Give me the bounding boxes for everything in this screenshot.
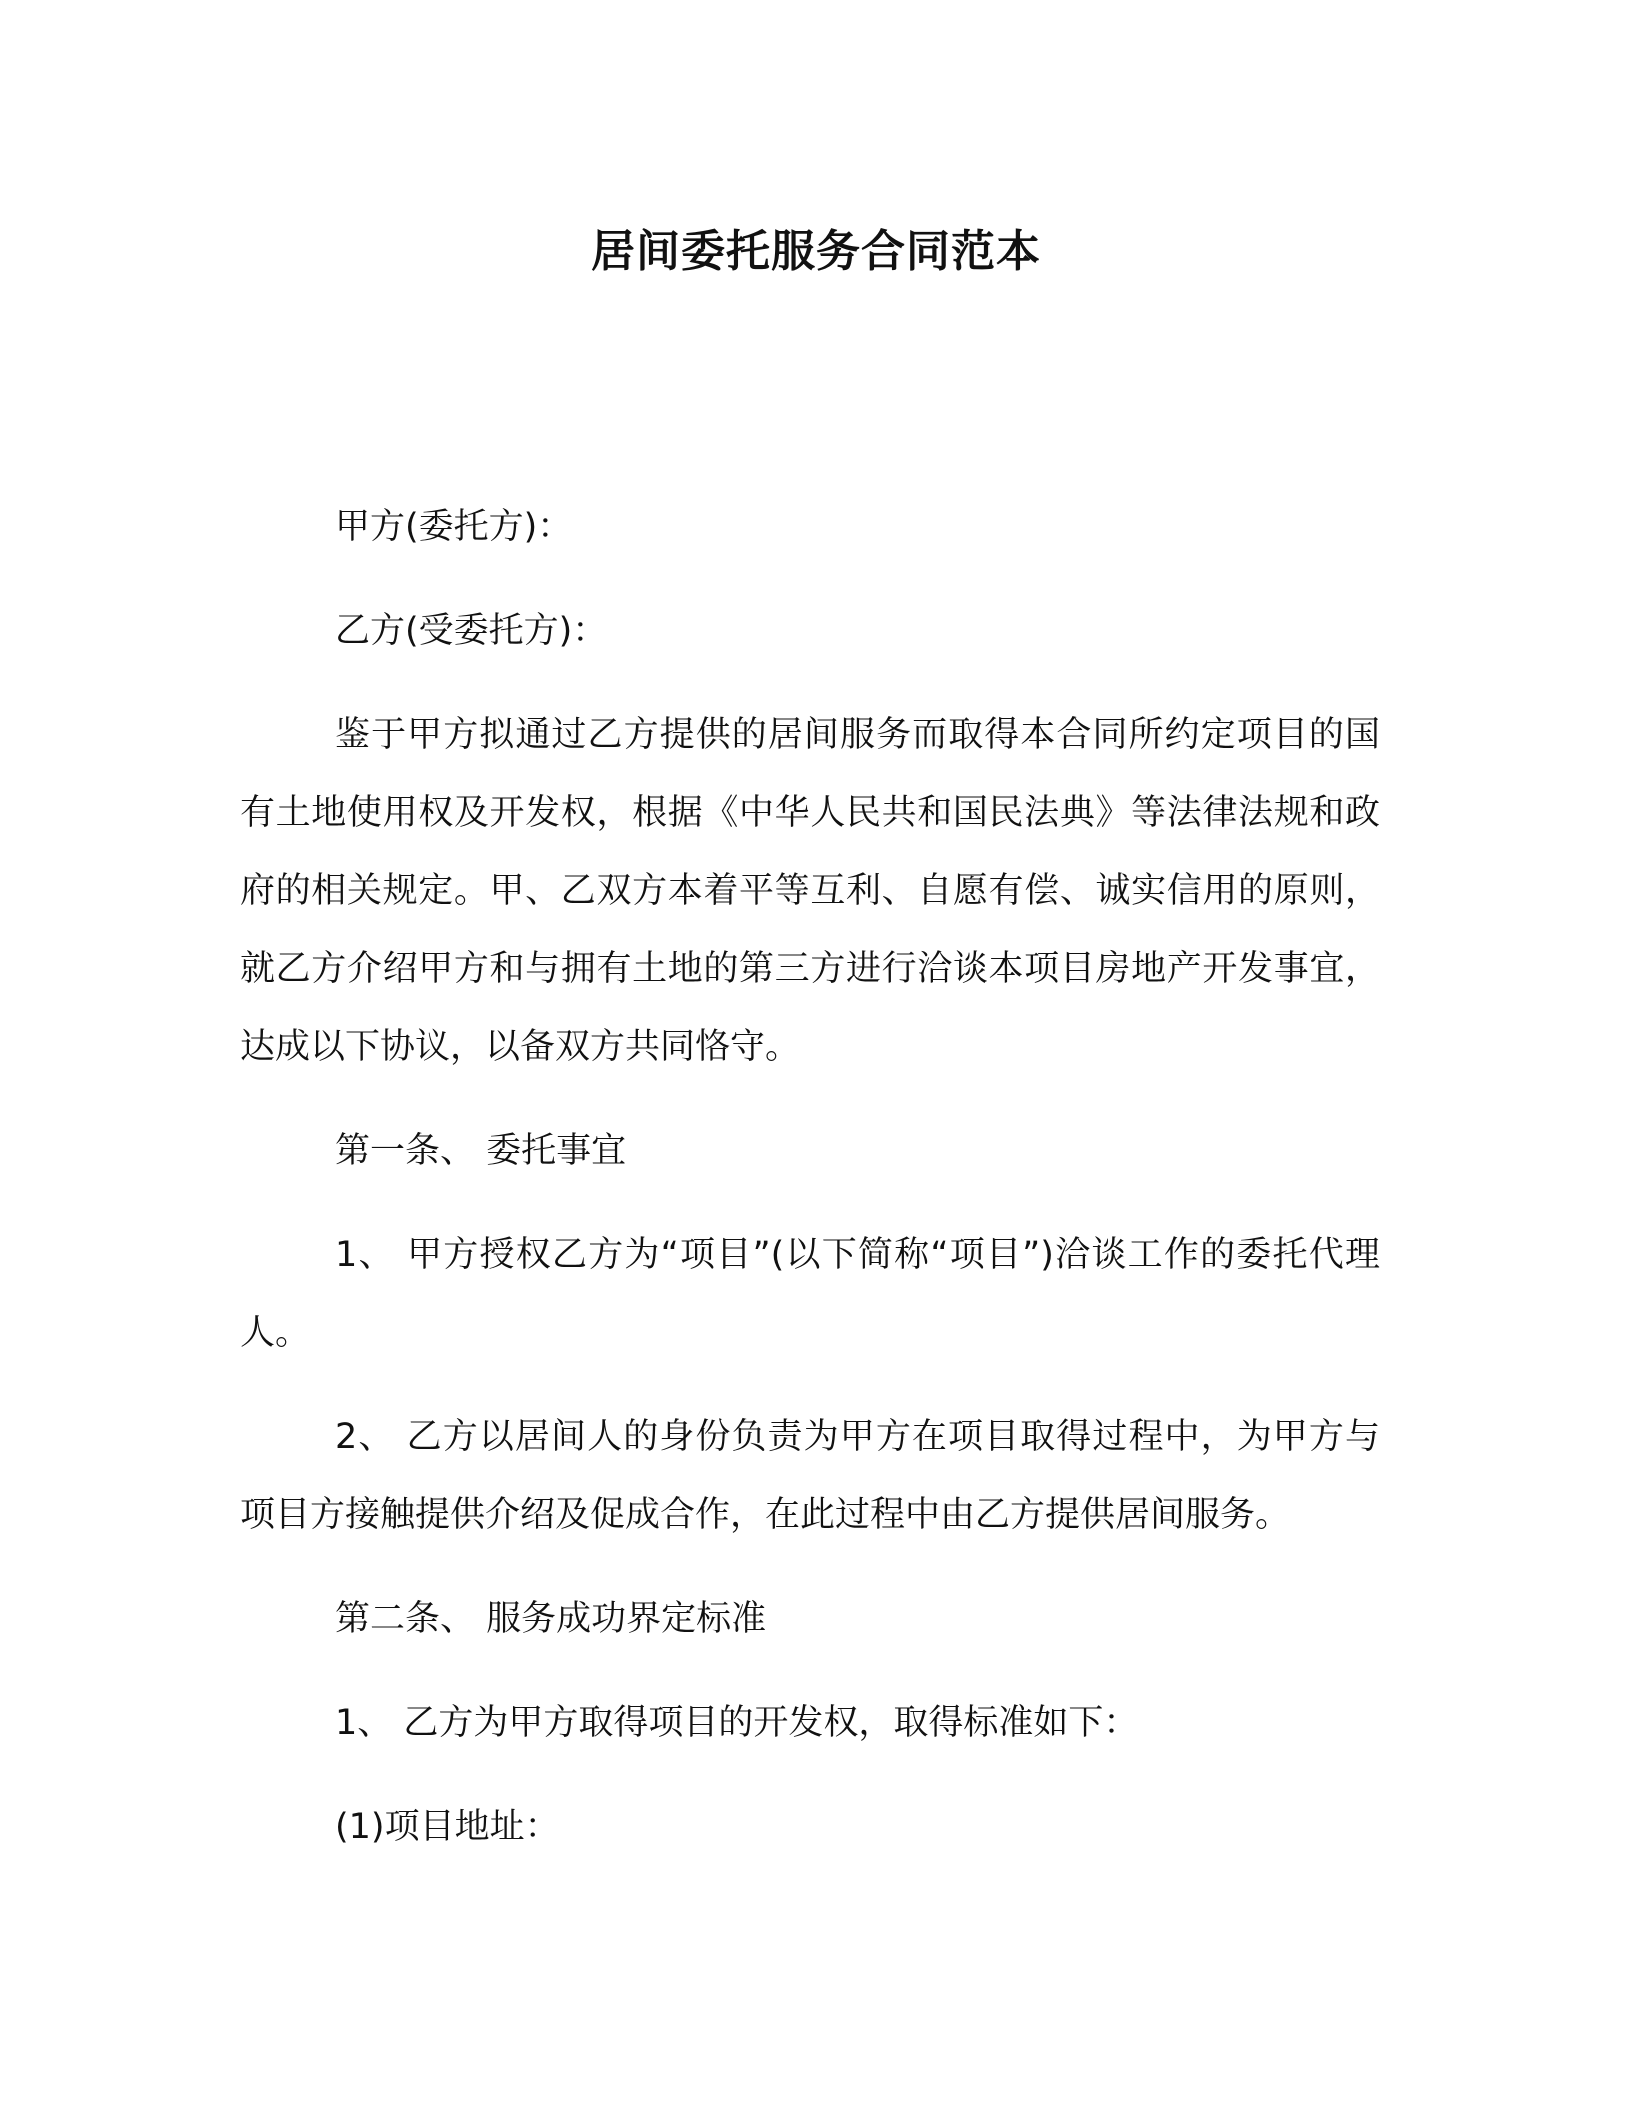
preamble-paragraph: 鉴于甲方拟通过乙方提供的居间服务而取得本合同所约定项目的国有土地使用权及开发权，根据《中华人民共和国民法典》等法律法规和政府的相关规定。甲、乙双方本着平等互利、自愿有偿、诚实信用的原则，就乙方介绍甲方和与拥有土地的第三方进行洽谈本项目房地产开发事宜，达成以下协议，以备双方共同恪守。 [240,715,1380,1067]
article-1-heading: 第一条、 委托事宜 [335,1131,627,1171]
party-b-line: 乙方(受委托方)： [335,611,608,651]
article-1-clause-1: 1、 甲方授权乙方为“项目”(以下简称“项目”)洽谈工作的委托代理人。 [240,1235,1380,1353]
article-2-heading: 第二条、 服务成功界定标准 [335,1599,767,1639]
project-address-line: (1)项目地址： [335,1807,560,1847]
article-1-clause-2: 2、 乙方以居间人的身份负责为甲方在项目取得过程中，为甲方与项目方接触提供介绍及促成合作，在此过程中由乙方提供居间服务。 [240,1417,1380,1535]
document-body [240,488,1380,1892]
document-title: 居间委托服务合同范本 [591,226,1041,277]
party-a-line: 甲方(委托方)： [335,507,573,547]
article-2-clause-1: 1、 乙方为甲方取得项目的开发权，取得标准如下： [335,1703,1139,1743]
